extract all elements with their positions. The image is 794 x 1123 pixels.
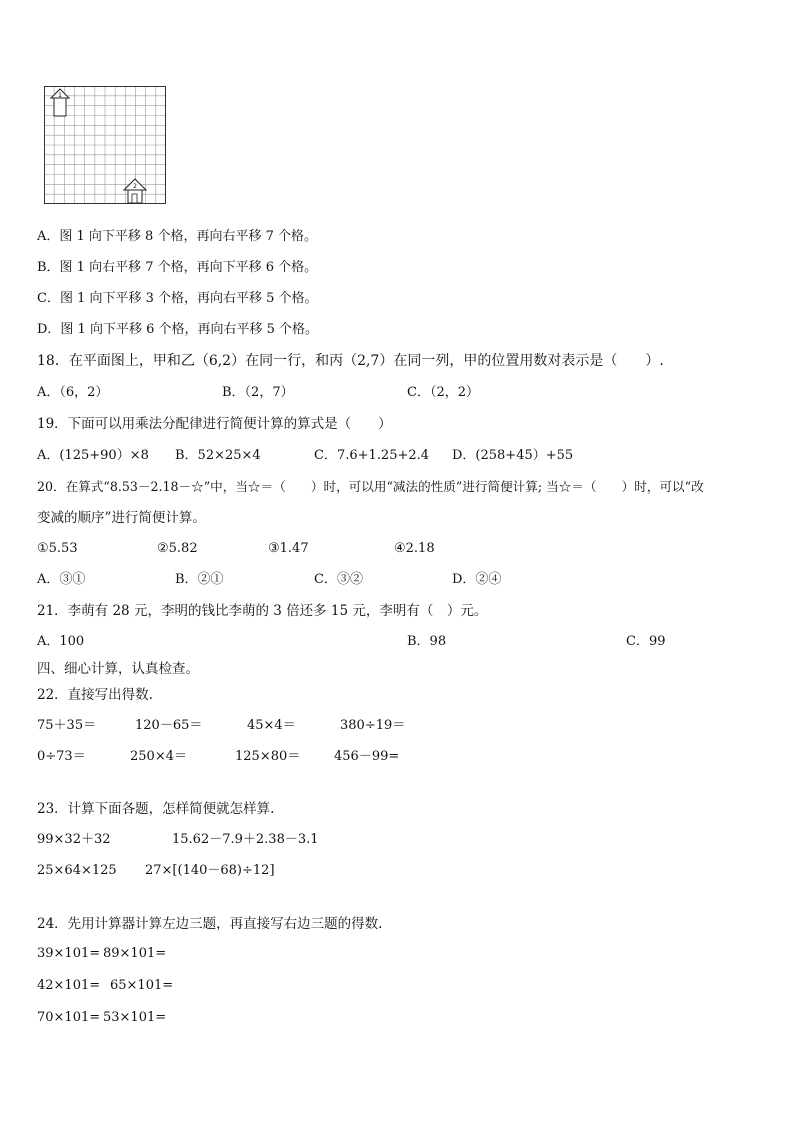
q20-option-c: C．③② bbox=[314, 572, 363, 587]
q20-stem-line2: 变减的顺序”进行简便计算。 bbox=[37, 510, 206, 526]
house-2 bbox=[124, 179, 146, 203]
q22-item: 0÷73＝ bbox=[37, 749, 86, 764]
q19-stem: 19．下面可以用乘法分配律进行简便计算的算式是（ ） bbox=[37, 416, 392, 432]
section-4-heading: 四、细心计算，认真检查。 bbox=[37, 661, 199, 677]
q24-item: 39×101= bbox=[37, 946, 101, 961]
q22-item: 250×4＝ bbox=[130, 749, 187, 764]
q23-item: 27×[(140－68)÷12] bbox=[145, 863, 275, 878]
q22-item: 456－99= bbox=[334, 749, 400, 764]
house-1 bbox=[51, 89, 69, 116]
q20-stem-line1: 20．在算式“8.53－2.18－☆”中，当☆＝（ ）时，可以用“减法的性质”进行简便计算; 当☆＝（ ）时，可以“改 bbox=[37, 479, 704, 494]
q24-item: 70×101= bbox=[37, 1010, 101, 1025]
q24-stem: 24．先用计算器计算左边三题，再直接写右边三题的得数. bbox=[37, 916, 383, 932]
q19-option-c: C．7.6+1.25+2.4 bbox=[314, 448, 430, 463]
q22-item: 125×80＝ bbox=[235, 749, 301, 764]
q17-option-d: D．图 1 向下平移 6 个格，再向右平移 5 个格。 bbox=[37, 322, 319, 337]
q19-option-a: A．(125+90）×8 bbox=[37, 448, 149, 463]
q20-option-d: D．②④ bbox=[452, 572, 502, 587]
q22-item: 120－65＝ bbox=[135, 718, 203, 733]
q24-item: 65×101= bbox=[110, 978, 174, 993]
house-1-label: 1 bbox=[58, 92, 62, 99]
q21-option-a: A．100 bbox=[37, 634, 85, 649]
q17-option-b: B．图 1 向右平移 7 个格，再向下平移 6 个格。 bbox=[37, 260, 318, 275]
q22-item: 45×4＝ bbox=[247, 718, 296, 733]
q24-item: 53×101= bbox=[103, 1010, 167, 1025]
q19-option-b: B．52×25×4 bbox=[175, 448, 261, 463]
q21-stem: 21．李萌有 28 元，李明的钱比李萌的 3 倍还多 15 元，李明有（ ）元。 bbox=[37, 603, 488, 619]
house-2-label: 2 bbox=[133, 183, 137, 190]
q23-item: 25×64×125 bbox=[37, 863, 117, 878]
q24-item: 89×101= bbox=[103, 946, 167, 961]
q20-choice-1: ①5.53 bbox=[37, 541, 78, 556]
translation-grid-figure bbox=[44, 86, 166, 204]
q20-option-a: A．③① bbox=[37, 572, 86, 587]
q22-item: 75＋35＝ bbox=[37, 718, 97, 733]
q21-option-c: C．99 bbox=[626, 634, 666, 649]
q18-stem: 18．在平面图上，甲和乙（6,2）在同一行，和丙（2,7）在同一列，甲的位置用数对表示是（ ）. bbox=[37, 353, 664, 369]
q23-item: 15.62－7.9＋2.38－3.1 bbox=[172, 832, 319, 847]
q22-item: 380÷19＝ bbox=[340, 718, 406, 733]
q21-option-b: B．98 bbox=[407, 634, 447, 649]
q18-option-c: C．（2，2） bbox=[407, 385, 479, 400]
q24-item: 42×101= bbox=[37, 978, 101, 993]
q17-option-a: A．图 1 向下平移 8 个格，再向右平移 7 个格。 bbox=[37, 229, 317, 244]
q18-option-b: B．（2，7） bbox=[222, 385, 294, 400]
q18-option-a: A．（6，2） bbox=[37, 385, 109, 400]
q23-item: 99×32＋32 bbox=[37, 832, 111, 847]
q20-option-b: B．②① bbox=[175, 572, 224, 587]
q19-option-d: D．(258+45）+55 bbox=[452, 448, 574, 463]
q17-option-c: C．图 1 向下平移 3 个格，再向右平移 5 个格。 bbox=[37, 291, 318, 306]
q20-choice-3: ③1.47 bbox=[268, 541, 309, 556]
q20-choice-2: ②5.82 bbox=[157, 541, 198, 556]
q22-stem: 22．直接写出得数. bbox=[37, 687, 153, 703]
q23-stem: 23．计算下面各题，怎样简便就怎样算. bbox=[37, 801, 275, 817]
q20-choice-4: ④2.18 bbox=[394, 541, 435, 556]
